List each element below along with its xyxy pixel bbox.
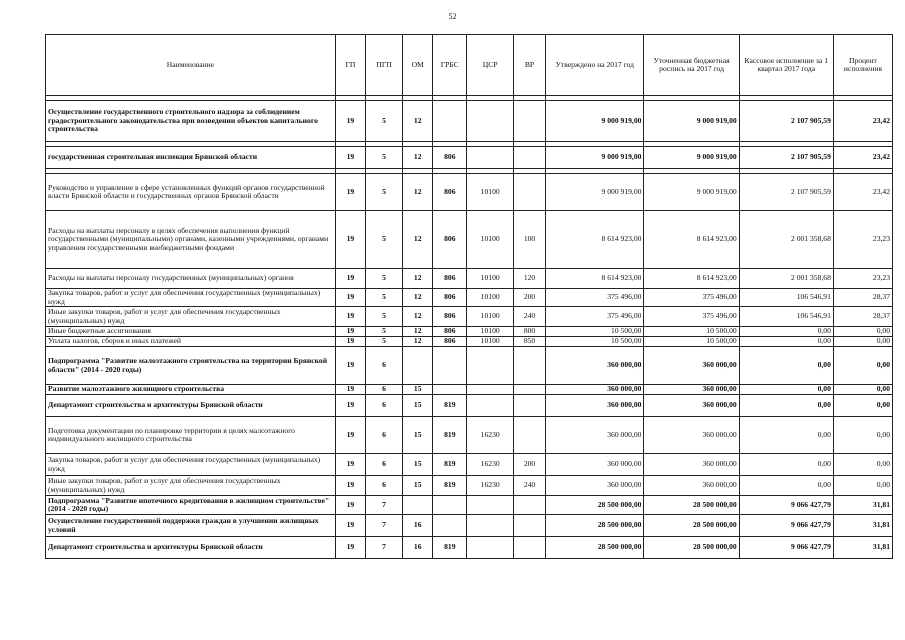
cell-gp: 19: [335, 476, 365, 496]
cell-vr: 240: [513, 476, 545, 496]
cell-grbs: [433, 385, 467, 395]
table-row: [46, 337, 893, 347]
cell-cash: 0,00: [739, 395, 833, 417]
cell-csr: 10100: [467, 307, 514, 327]
cell-cash: 2 001 358,68: [739, 211, 833, 269]
cell-cash: 9 066 427,79: [739, 537, 833, 559]
cell-om: [403, 347, 433, 385]
table-row: [46, 515, 893, 537]
cell-percent: 28,37: [833, 307, 892, 327]
cell-om: [403, 496, 433, 515]
cell-approved: 8 614 923,00: [546, 269, 644, 289]
cell-name: Руководство и управление в сфере установленных функций органов государственной власти Брянской области и государственных органов Брянской области: [46, 174, 336, 211]
col-header-grbs: ГРБС: [433, 35, 467, 96]
table-row: [46, 307, 893, 327]
table-row: [46, 327, 893, 337]
cell-cash: 106 546,91: [739, 307, 833, 327]
cell-cash: 0,00: [739, 454, 833, 476]
cell-gp: 19: [335, 347, 365, 385]
cell-gp: 19: [335, 337, 365, 347]
cell-refined: 8 614 923,00: [644, 211, 739, 269]
cell-cash: 2 107 905,59: [739, 147, 833, 169]
cell-name: Развитие малоэтажного жилищного строительства: [46, 385, 336, 395]
cell-vr: 240: [513, 307, 545, 327]
cell-refined: 360 000,00: [644, 417, 739, 454]
cell-name: Осуществление государственной поддержки граждан в улучшении жилищных условий: [46, 515, 336, 537]
cell-approved: 28 500 000,00: [546, 496, 644, 515]
cell-name: Иные бюджетные ассигнования: [46, 327, 336, 337]
cell-percent: 0,00: [833, 454, 892, 476]
cell-refined: 28 500 000,00: [644, 496, 739, 515]
cell-refined: 10 500,00: [644, 327, 739, 337]
cell-refined: 375 496,00: [644, 289, 739, 307]
cell-refined: 28 500 000,00: [644, 515, 739, 537]
cell-approved: 9 000 919,00: [546, 101, 644, 142]
cell-approved: 360 000,00: [546, 347, 644, 385]
cell-grbs: 806: [433, 174, 467, 211]
col-header-gp: ГП: [335, 35, 365, 96]
table-row: [46, 395, 893, 417]
cell-name: государственная строительная инспекция Брянской области: [46, 147, 336, 169]
cell-grbs: 819: [433, 454, 467, 476]
cell-refined: 360 000,00: [644, 395, 739, 417]
cell-om: 15: [403, 454, 433, 476]
cell-gp: 19: [335, 496, 365, 515]
cell-vr: 200: [513, 289, 545, 307]
cell-approved: 10 500,00: [546, 327, 644, 337]
cell-percent: 23,42: [833, 174, 892, 211]
table-row: [46, 289, 893, 307]
table-row: [46, 101, 893, 142]
cell-csr: 16230: [467, 454, 514, 476]
table-row: [46, 385, 893, 395]
cell-om: 12: [403, 327, 433, 337]
cell-grbs: [433, 101, 467, 142]
table-row: [46, 417, 893, 454]
cell-gp: 19: [335, 211, 365, 269]
cell-gp: 19: [335, 385, 365, 395]
cell-name: Расходы на выплаты персоналу государственных (муниципальных) органов: [46, 269, 336, 289]
cell-vr: 200: [513, 454, 545, 476]
cell-percent: 23,23: [833, 269, 892, 289]
cell-refined: 375 496,00: [644, 307, 739, 327]
cell-approved: 28 500 000,00: [546, 537, 644, 559]
cell-gp: 19: [335, 147, 365, 169]
cell-approved: 9 000 919,00: [546, 147, 644, 169]
cell-cash: 0,00: [739, 327, 833, 337]
cell-om: 15: [403, 395, 433, 417]
cell-pgp: 6: [365, 417, 402, 454]
cell-gp: 19: [335, 395, 365, 417]
cell-percent: 0,00: [833, 395, 892, 417]
cell-cash: 0,00: [739, 337, 833, 347]
cell-csr: 16230: [467, 476, 514, 496]
cell-vr: 850: [513, 337, 545, 347]
cell-om: 15: [403, 385, 433, 395]
cell-approved: 375 496,00: [546, 307, 644, 327]
cell-csr: 10100: [467, 211, 514, 269]
cell-om: 16: [403, 515, 433, 537]
cell-pgp: 7: [365, 496, 402, 515]
cell-cash: 0,00: [739, 347, 833, 385]
cell-om: 15: [403, 417, 433, 454]
cell-pgp: 6: [365, 454, 402, 476]
cell-pgp: 5: [365, 327, 402, 337]
cell-name: Закупка товаров, работ и услуг для обеспечения государственных (муниципальных) нужд: [46, 289, 336, 307]
cell-vr: [513, 395, 545, 417]
cell-pgp: 5: [365, 101, 402, 142]
cell-name: Иные закупки товаров, работ и услуг для обеспечения государственных (муниципальных) нужд: [46, 307, 336, 327]
cell-grbs: 806: [433, 269, 467, 289]
cell-om: 12: [403, 101, 433, 142]
cell-csr: [467, 347, 514, 385]
cell-vr: [513, 101, 545, 142]
cell-name: Департамент строительства и архитектуры Брянской области: [46, 395, 336, 417]
cell-refined: 360 000,00: [644, 476, 739, 496]
cell-approved: 360 000,00: [546, 417, 644, 454]
cell-vr: [513, 537, 545, 559]
cell-pgp: 5: [365, 211, 402, 269]
cell-approved: 8 614 923,00: [546, 211, 644, 269]
col-header-om: ОМ: [403, 35, 433, 96]
cell-vr: [513, 417, 545, 454]
cell-gp: 19: [335, 515, 365, 537]
cell-name: Расходы на выплаты персоналу в целях обеспечения выполнения функций государственными (муниципальными) органами, казенными учреждениями, органами управления государственными внебюджетными фондами: [46, 211, 336, 269]
cell-csr: [467, 385, 514, 395]
cell-grbs: 819: [433, 395, 467, 417]
cell-refined: 8 614 923,00: [644, 269, 739, 289]
cell-name: Осуществление государственного строительного надзора за соблюдением градостроительного законодательства при возведении объектов капитального строительства: [46, 101, 336, 142]
cell-cash: 9 066 427,79: [739, 515, 833, 537]
cell-grbs: 806: [433, 327, 467, 337]
table-body: [46, 101, 893, 559]
cell-gp: 19: [335, 327, 365, 337]
cell-gp: 19: [335, 307, 365, 327]
cell-csr: 10100: [467, 269, 514, 289]
cell-cash: 2 001 358,68: [739, 269, 833, 289]
cell-gp: 19: [335, 417, 365, 454]
col-header-refined: Уточненная бюджетная роспись на 2017 год: [644, 35, 739, 96]
cell-om: 12: [403, 337, 433, 347]
cell-pgp: 5: [365, 174, 402, 211]
col-header-vr: ВР: [513, 35, 545, 96]
cell-pgp: 6: [365, 395, 402, 417]
cell-percent: 0,00: [833, 347, 892, 385]
cell-cash: 0,00: [739, 385, 833, 395]
cell-grbs: 819: [433, 417, 467, 454]
cell-name: Подпрограмма "Развитие малоэтажного строительства на территории Брянской области" (2014 - 2020 годы): [46, 347, 336, 385]
cell-grbs: [433, 515, 467, 537]
cell-percent: 23,42: [833, 147, 892, 169]
cell-name: Подпрограмма "Развитие ипотечного кредитования в жилищном строительстве" (2014 - 2020 годы): [46, 496, 336, 515]
table-row: [46, 454, 893, 476]
cell-pgp: 5: [365, 147, 402, 169]
cell-percent: 0,00: [833, 327, 892, 337]
cell-refined: 10 500,00: [644, 337, 739, 347]
cell-approved: 360 000,00: [546, 454, 644, 476]
cell-refined: 9 000 919,00: [644, 101, 739, 142]
page-number: 52: [448, 12, 457, 21]
cell-grbs: 806: [433, 337, 467, 347]
cell-grbs: 806: [433, 147, 467, 169]
header-row: [46, 35, 893, 96]
cell-csr: [467, 537, 514, 559]
cell-gp: 19: [335, 289, 365, 307]
col-header-name: Наименование: [46, 35, 336, 96]
cell-name: Департамент строительства и архитектуры Брянской области: [46, 537, 336, 559]
cell-refined: 360 000,00: [644, 385, 739, 395]
cell-vr: 100: [513, 211, 545, 269]
cell-cash: 9 066 427,79: [739, 496, 833, 515]
cell-gp: 19: [335, 454, 365, 476]
col-header-csr: ЦСР: [467, 35, 514, 96]
cell-percent: 31,81: [833, 537, 892, 559]
cell-refined: 360 000,00: [644, 347, 739, 385]
table-row: [46, 347, 893, 385]
cell-approved: 360 000,00: [546, 385, 644, 395]
col-header-percent: Процент исполнения: [833, 35, 892, 96]
cell-pgp: 6: [365, 476, 402, 496]
cell-approved: 375 496,00: [546, 289, 644, 307]
cell-vr: [513, 515, 545, 537]
cell-csr: [467, 101, 514, 142]
cell-percent: 0,00: [833, 337, 892, 347]
cell-refined: 360 000,00: [644, 454, 739, 476]
table-row: [46, 476, 893, 496]
cell-gp: 19: [335, 537, 365, 559]
cell-om: 16: [403, 537, 433, 559]
cell-csr: [467, 147, 514, 169]
cell-grbs: 819: [433, 476, 467, 496]
cell-refined: 28 500 000,00: [644, 537, 739, 559]
cell-percent: 31,81: [833, 496, 892, 515]
table-row: [46, 211, 893, 269]
cell-grbs: 806: [433, 289, 467, 307]
cell-grbs: 806: [433, 307, 467, 327]
cell-csr: 10100: [467, 337, 514, 347]
cell-csr: 10100: [467, 174, 514, 211]
cell-vr: [513, 385, 545, 395]
cell-name: Иные закупки товаров, работ и услуг для обеспечения государственных (муниципальных) нужд: [46, 476, 336, 496]
cell-name: Уплата налогов, сборов и иных платежей: [46, 337, 336, 347]
cell-approved: 10 500,00: [546, 337, 644, 347]
cell-cash: 2 107 905,59: [739, 101, 833, 142]
cell-vr: [513, 174, 545, 211]
cell-csr: 16230: [467, 417, 514, 454]
cell-percent: 28,37: [833, 289, 892, 307]
table-row: [46, 269, 893, 289]
col-header-approved: Утверждено на 2017 год: [546, 35, 644, 96]
cell-pgp: 7: [365, 515, 402, 537]
col-header-pgp: ПГП: [365, 35, 402, 96]
cell-csr: [467, 395, 514, 417]
cell-percent: 0,00: [833, 385, 892, 395]
cell-pgp: 5: [365, 307, 402, 327]
cell-cash: 2 107 905,59: [739, 174, 833, 211]
cell-om: 12: [403, 174, 433, 211]
cell-grbs: 819: [433, 537, 467, 559]
cell-approved: 9 000 919,00: [546, 174, 644, 211]
cell-om: 12: [403, 307, 433, 327]
cell-vr: 120: [513, 269, 545, 289]
cell-cash: 0,00: [739, 476, 833, 496]
cell-cash: 0,00: [739, 417, 833, 454]
cell-pgp: 5: [365, 269, 402, 289]
cell-vr: [513, 496, 545, 515]
col-header-cash: Кассовое исполнение за 1 квартал 2017 года: [739, 35, 833, 96]
cell-om: 12: [403, 269, 433, 289]
cell-percent: 31,81: [833, 515, 892, 537]
cell-percent: 23,42: [833, 101, 892, 142]
cell-approved: 28 500 000,00: [546, 515, 644, 537]
cell-grbs: [433, 496, 467, 515]
cell-pgp: 6: [365, 347, 402, 385]
cell-vr: [513, 347, 545, 385]
cell-pgp: 5: [365, 289, 402, 307]
cell-csr: 10100: [467, 327, 514, 337]
cell-percent: 0,00: [833, 417, 892, 454]
cell-cash: 106 546,91: [739, 289, 833, 307]
cell-om: 12: [403, 147, 433, 169]
cell-percent: 23,23: [833, 211, 892, 269]
cell-csr: [467, 515, 514, 537]
cell-pgp: 5: [365, 337, 402, 347]
table-row: [46, 147, 893, 169]
cell-csr: 10100: [467, 289, 514, 307]
cell-csr: [467, 496, 514, 515]
budget-table: [45, 34, 893, 559]
cell-om: 12: [403, 211, 433, 269]
cell-grbs: 806: [433, 211, 467, 269]
table-row: [46, 537, 893, 559]
cell-vr: [513, 147, 545, 169]
cell-om: 15: [403, 476, 433, 496]
cell-percent: 0,00: [833, 476, 892, 496]
table-row: [46, 496, 893, 515]
cell-refined: 9 000 919,00: [644, 174, 739, 211]
cell-name: Подготовка документации по планировке территории в целях малоэтажного индивидуального жилищного строительства: [46, 417, 336, 454]
cell-gp: 19: [335, 101, 365, 142]
cell-refined: 9 000 919,00: [644, 147, 739, 169]
cell-gp: 19: [335, 269, 365, 289]
cell-approved: 360 000,00: [546, 476, 644, 496]
cell-gp: 19: [335, 174, 365, 211]
cell-approved: 360 000,00: [546, 395, 644, 417]
cell-grbs: [433, 347, 467, 385]
table-row: [46, 174, 893, 211]
cell-name: Закупка товаров, работ и услуг для обеспечения государственных (муниципальных) нужд: [46, 454, 336, 476]
cell-pgp: 7: [365, 537, 402, 559]
cell-om: 12: [403, 289, 433, 307]
cell-vr: 800: [513, 327, 545, 337]
cell-pgp: 6: [365, 385, 402, 395]
